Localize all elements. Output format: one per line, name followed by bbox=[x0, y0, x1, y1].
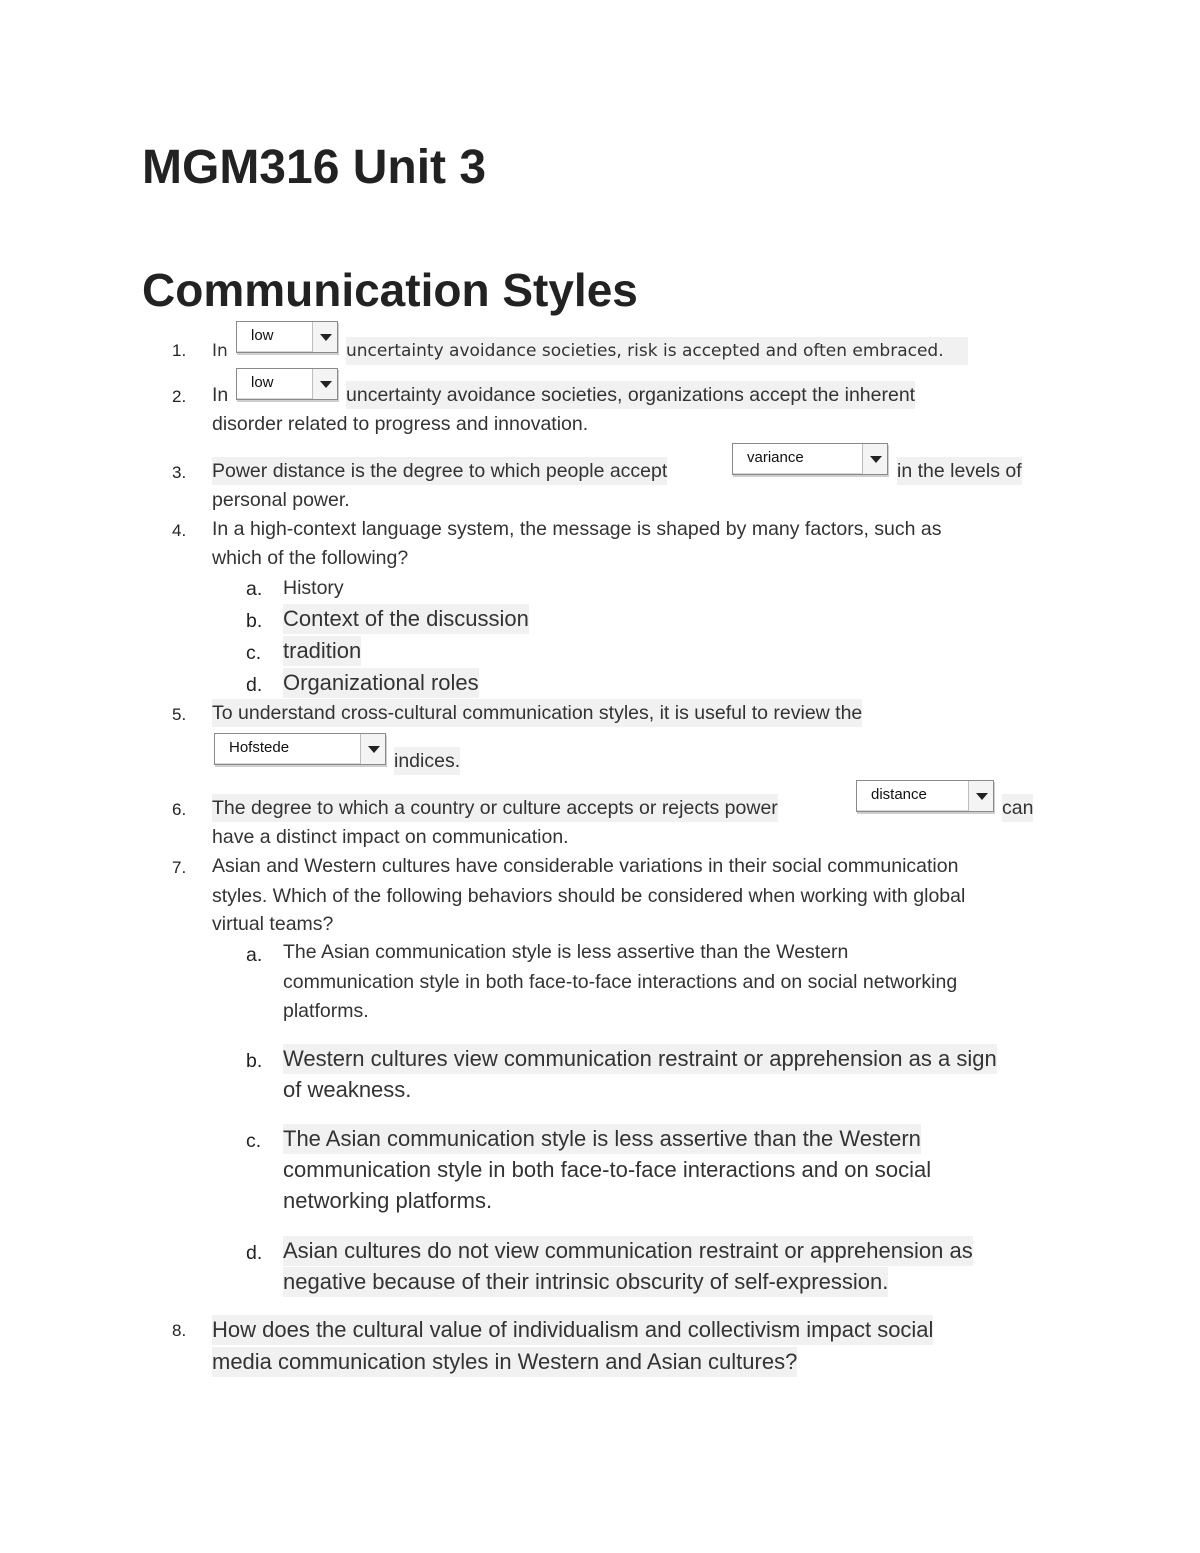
dropdown-button[interactable] bbox=[312, 322, 337, 352]
question-7-option-c-line: The Asian communication style is less assertive than the Western bbox=[283, 1124, 921, 1154]
question-4-option-b: Context of the discussion bbox=[283, 604, 529, 634]
question-1-post: uncertainty avoidance societies, risk is accepted and often embraced. bbox=[346, 337, 968, 365]
dropdown-value: low bbox=[251, 374, 274, 391]
dropdown-button[interactable] bbox=[360, 734, 385, 764]
option-letter: c. bbox=[246, 642, 262, 664]
dropdown-value: variance bbox=[747, 449, 804, 466]
question-3-post: in the levels of bbox=[897, 457, 1022, 485]
question-2-pre: In bbox=[212, 384, 229, 406]
question-7-line2: styles. Which of the following behaviors should be considered when working with global bbox=[212, 885, 966, 907]
question-2-post: uncertainty avoidance societies, organizations accept the inherent bbox=[346, 381, 915, 409]
question-5-dropdown[interactable] bbox=[214, 733, 386, 765]
question-number: 3. bbox=[172, 463, 187, 482]
question-1-dropdown[interactable] bbox=[236, 321, 338, 353]
question-4-option-a: History bbox=[283, 577, 344, 599]
question-4-line2: which of the following? bbox=[212, 547, 409, 569]
question-number: 5. bbox=[172, 705, 187, 724]
chevron-down-icon bbox=[976, 793, 988, 800]
question-number: 8. bbox=[172, 1321, 187, 1340]
question-8-line1: How does the cultural value of individualism and collectivism impact social bbox=[212, 1315, 933, 1345]
document-title: MGM316 Unit 3 bbox=[142, 141, 487, 194]
option-letter: b. bbox=[246, 1050, 263, 1072]
chevron-down-icon bbox=[320, 334, 332, 341]
dropdown-value: Hofstede bbox=[229, 739, 290, 756]
question-7-option-c-line: networking platforms. bbox=[283, 1188, 493, 1213]
question-5-post: indices. bbox=[394, 747, 460, 775]
question-7-line1: Asian and Western cultures have considerable variations in their social communication bbox=[212, 855, 959, 877]
question-6-pre: The degree to which a country or culture accepts or rejects power bbox=[212, 794, 778, 822]
question-7-option-a-line: platforms. bbox=[283, 1000, 369, 1022]
question-number: 2. bbox=[172, 387, 187, 406]
chevron-down-icon bbox=[368, 746, 380, 753]
dropdown-button[interactable] bbox=[862, 444, 887, 474]
question-7-option-d-line: negative because of their intrinsic obscurity of self-expression. bbox=[283, 1267, 888, 1297]
question-number: 4. bbox=[172, 521, 187, 540]
dropdown-button[interactable] bbox=[968, 781, 993, 811]
question-2-dropdown[interactable] bbox=[236, 368, 338, 400]
question-3-dropdown[interactable] bbox=[732, 443, 888, 475]
chevron-down-icon bbox=[320, 381, 332, 388]
option-letter: b. bbox=[246, 610, 263, 632]
question-1-pre: In bbox=[212, 341, 228, 361]
question-7-option-a-line: The Asian communication style is less assertive than the Western bbox=[283, 941, 849, 963]
question-number: 1. bbox=[172, 341, 187, 360]
question-7-line3: virtual teams? bbox=[212, 913, 334, 935]
question-4-option-c: tradition bbox=[283, 636, 361, 666]
question-8-line2: media communication styles in Western and Asian cultures? bbox=[212, 1347, 797, 1377]
option-letter: a. bbox=[246, 578, 263, 600]
question-2-line2: disorder related to progress and innovation. bbox=[212, 413, 589, 435]
chevron-down-icon bbox=[870, 456, 882, 463]
question-3-line2: personal power. bbox=[212, 489, 350, 511]
question-4-option-d: Organizational roles bbox=[283, 668, 479, 698]
option-letter: c. bbox=[246, 1130, 262, 1152]
question-4-line1: In a high-context language system, the message is shaped by many factors, such as bbox=[212, 518, 942, 540]
question-7-option-a-line: communication style in both face-to-face interactions and on social networking bbox=[283, 971, 958, 993]
question-6-post: can bbox=[1002, 794, 1033, 822]
dropdown-button[interactable] bbox=[312, 369, 337, 399]
question-7-option-d-line: Asian cultures do not view communication restraint or apprehension as bbox=[283, 1236, 973, 1266]
question-3-pre: Power distance is the degree to which people accept bbox=[212, 457, 667, 485]
question-7-option-b-line: Western cultures view communication restraint or apprehension as a sign bbox=[283, 1044, 997, 1074]
section-heading: Communication Styles bbox=[142, 264, 638, 316]
option-letter: a. bbox=[246, 944, 263, 966]
question-5-line1: To understand cross-cultural communication styles, it is useful to review the bbox=[212, 699, 862, 727]
question-6-dropdown[interactable] bbox=[856, 780, 994, 812]
dropdown-value: distance bbox=[871, 786, 927, 803]
option-letter: d. bbox=[246, 1242, 263, 1264]
dropdown-value: low bbox=[251, 327, 274, 344]
question-7-option-b-line: of weakness. bbox=[283, 1077, 412, 1102]
question-number: 6. bbox=[172, 800, 187, 819]
option-letter: d. bbox=[246, 674, 263, 696]
question-6-line2: have a distinct impact on communication. bbox=[212, 826, 569, 848]
question-7-option-c-line: communication style in both face-to-face interactions and on social bbox=[283, 1157, 932, 1182]
question-number: 7. bbox=[172, 858, 187, 877]
